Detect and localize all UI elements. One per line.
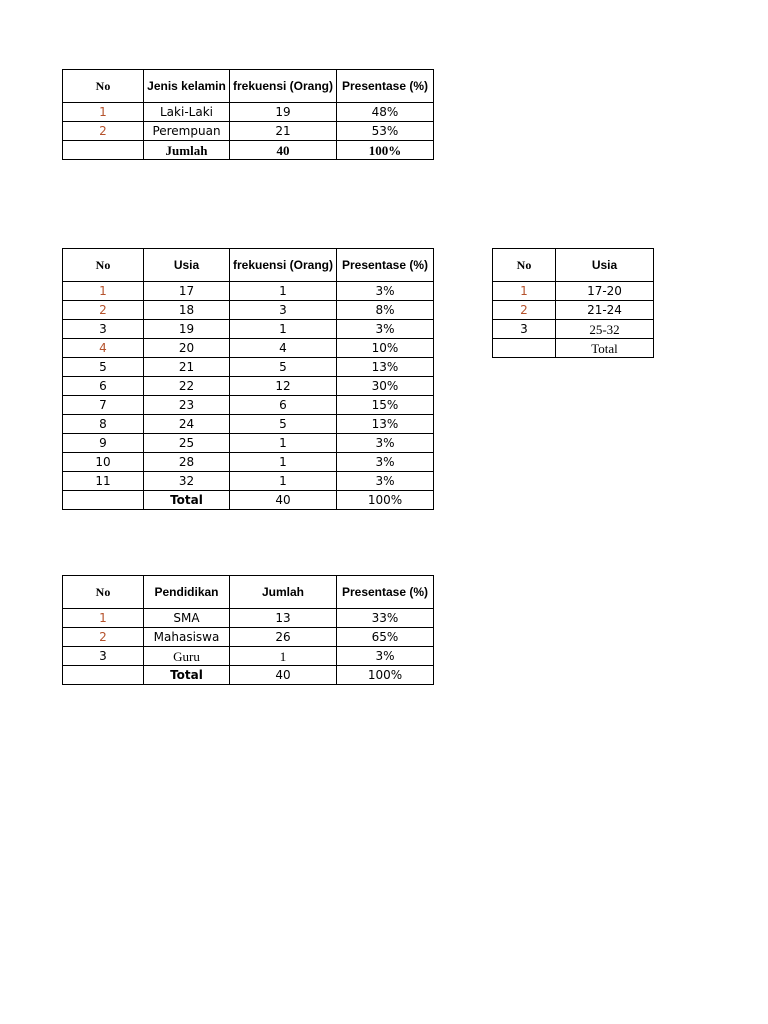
row-count: 26 (230, 628, 337, 647)
row-no: 9 (63, 434, 144, 453)
row-percentage: 3% (337, 453, 434, 472)
total-label: Total (144, 491, 230, 510)
row-label: Laki-Laki (144, 103, 230, 122)
row-label: Perempuan (144, 122, 230, 141)
header-gender: Jenis kelamin (144, 70, 230, 103)
row-frequency: 1 (230, 434, 337, 453)
table-row (63, 282, 434, 301)
row-label: Guru (144, 647, 230, 666)
row-label: 17-20 (556, 282, 654, 301)
row-percentage: 33% (337, 609, 434, 628)
age-table (62, 248, 434, 510)
row-percentage: 3% (337, 320, 434, 339)
row-percentage: 8% (337, 301, 434, 320)
row-frequency: 1 (230, 320, 337, 339)
total-row (63, 666, 434, 685)
total-no (63, 141, 144, 160)
total-row (63, 491, 434, 510)
row-label: 24 (144, 415, 230, 434)
row-frequency: 4 (230, 339, 337, 358)
header-percentage: Presentase (%) (337, 70, 434, 103)
row-no: 2 (493, 301, 556, 320)
row-label: 28 (144, 453, 230, 472)
total-no (493, 339, 556, 358)
row-no: 2 (63, 301, 144, 320)
total-no (63, 491, 144, 510)
header-count: Jumlah (230, 576, 337, 609)
row-percentage: 53% (337, 122, 434, 141)
row-label: 20 (144, 339, 230, 358)
row-no: 7 (63, 396, 144, 415)
row-frequency: 6 (230, 396, 337, 415)
total-no (63, 666, 144, 685)
row-label: 19 (144, 320, 230, 339)
header-frequency: frekuensi (Orang) (230, 249, 337, 282)
row-count: 1 (230, 647, 337, 666)
age-group-table (492, 248, 654, 358)
row-percentage: 30% (337, 377, 434, 396)
total-frequency: 40 (230, 141, 337, 160)
row-no: 1 (493, 282, 556, 301)
row-count: 13 (230, 609, 337, 628)
row-no: 1 (63, 609, 144, 628)
table-row (63, 122, 434, 141)
header-frequency: frekuensi (Orang) (230, 70, 337, 103)
row-frequency: 1 (230, 282, 337, 301)
header-no: No (63, 70, 144, 103)
header-age: Usia (556, 249, 654, 282)
education-header-row (63, 576, 434, 609)
header-education: Pendidikan (144, 576, 230, 609)
total-percentage: 100% (337, 666, 434, 685)
table-row (63, 339, 434, 358)
row-label: 22 (144, 377, 230, 396)
total-label: Total (144, 666, 230, 685)
header-no: No (493, 249, 556, 282)
row-label: 21 (144, 358, 230, 377)
row-label: 25 (144, 434, 230, 453)
row-label: 23 (144, 396, 230, 415)
table-row (63, 301, 434, 320)
row-percentage: 48% (337, 103, 434, 122)
row-percentage: 3% (337, 434, 434, 453)
table-row (63, 396, 434, 415)
row-no: 2 (63, 628, 144, 647)
table-row (63, 628, 434, 647)
row-no: 10 (63, 453, 144, 472)
table-row (63, 453, 434, 472)
row-label: 21-24 (556, 301, 654, 320)
education-table (62, 575, 434, 685)
total-percentage: 100% (337, 141, 434, 160)
total-row (493, 339, 654, 358)
total-label: Total (556, 339, 654, 358)
row-no: 2 (63, 122, 144, 141)
header-no: No (63, 576, 144, 609)
table-row (63, 472, 434, 491)
row-no: 6 (63, 377, 144, 396)
row-frequency: 21 (230, 122, 337, 141)
row-frequency: 1 (230, 472, 337, 491)
age-group-header-row (493, 249, 654, 282)
row-frequency: 19 (230, 103, 337, 122)
row-percentage: 13% (337, 415, 434, 434)
age-header-row (63, 249, 434, 282)
row-frequency: 3 (230, 301, 337, 320)
row-no: 5 (63, 358, 144, 377)
row-percentage: 65% (337, 628, 434, 647)
total-count: 40 (230, 666, 337, 685)
table-row (63, 647, 434, 666)
row-no: 3 (493, 320, 556, 339)
row-label: SMA (144, 609, 230, 628)
total-frequency: 40 (230, 491, 337, 510)
gender-table (62, 69, 434, 160)
row-percentage: 3% (337, 472, 434, 491)
row-percentage: 15% (337, 396, 434, 415)
row-label: 25-32 (556, 320, 654, 339)
total-percentage: 100% (337, 491, 434, 510)
table-row (63, 415, 434, 434)
header-age: Usia (144, 249, 230, 282)
row-no: 8 (63, 415, 144, 434)
header-percentage: Presentase (%) (337, 576, 434, 609)
table-row (493, 301, 654, 320)
row-label: 32 (144, 472, 230, 491)
row-percentage: 3% (337, 647, 434, 666)
row-frequency: 5 (230, 358, 337, 377)
table-row (63, 434, 434, 453)
row-no: 3 (63, 320, 144, 339)
row-no: 3 (63, 647, 144, 666)
table-row (63, 358, 434, 377)
table-row (63, 320, 434, 339)
row-no: 11 (63, 472, 144, 491)
header-no: No (63, 249, 144, 282)
row-no: 1 (63, 282, 144, 301)
row-label: 17 (144, 282, 230, 301)
total-label: Jumlah (144, 141, 230, 160)
row-frequency: 5 (230, 415, 337, 434)
table-row (493, 282, 654, 301)
row-percentage: 3% (337, 282, 434, 301)
table-row (493, 320, 654, 339)
row-no: 1 (63, 103, 144, 122)
gender-header-row (63, 70, 434, 103)
row-label: 18 (144, 301, 230, 320)
row-label: Mahasiswa (144, 628, 230, 647)
row-no: 4 (63, 339, 144, 358)
row-frequency: 1 (230, 453, 337, 472)
table-row (63, 609, 434, 628)
total-row (63, 141, 434, 160)
table-row (63, 103, 434, 122)
row-percentage: 10% (337, 339, 434, 358)
row-frequency: 12 (230, 377, 337, 396)
table-row (63, 377, 434, 396)
row-percentage: 13% (337, 358, 434, 377)
header-percentage: Presentase (%) (337, 249, 434, 282)
